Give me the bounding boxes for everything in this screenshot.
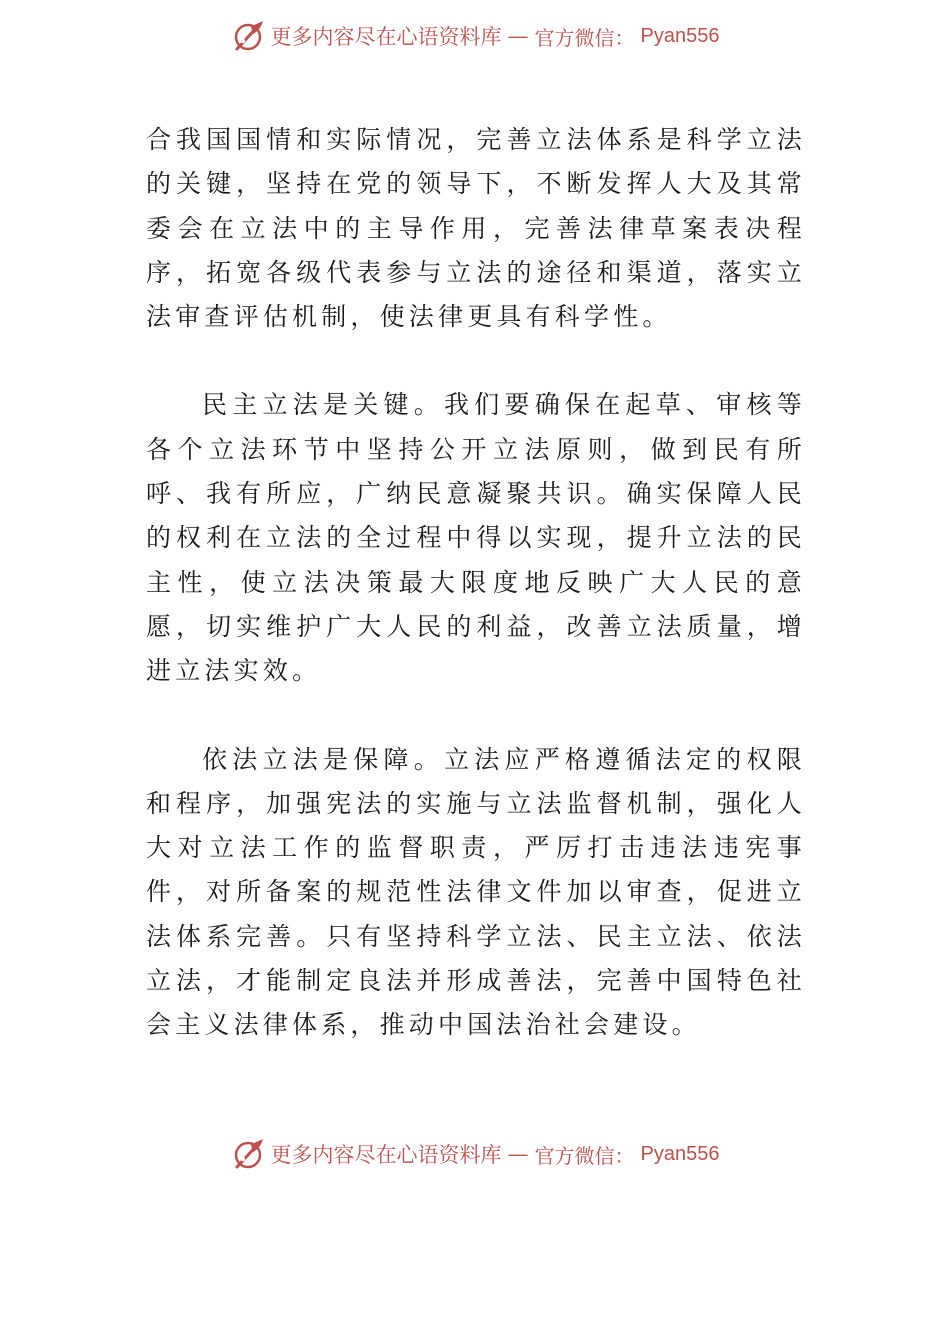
footer-banner	[0, 1134, 950, 1174]
document-body	[146, 118, 806, 1048]
paragraph-3: 依法立法是保障。立法应严格遵循法定的权限和程序，加强宪法的实施与立法监督机制，强化人大对立法工作的监督职责，严厉打击违法违宪事件，对所备案的规范性法律文件加以审查，促进立法体系完善。只有坚持科学立法、民主立法、依法立法，才能制定良法并形成善法，完善中国特色社会主义法律体系，推动中国法治社会建设。	[146, 744, 806, 1040]
quill-pen-logo-icon	[231, 19, 265, 53]
header-dash: —	[507, 24, 529, 48]
header-wechat-id: Pyan556	[640, 24, 720, 47]
footer-site-text: 更多内容尽在心语资料库	[270, 1143, 502, 1167]
paragraph-2: 民主立法是关键。我们要确保在起草、审核等各个立法环节中坚持公开立法原则，做到民有所呼、我有所应，广纳民意凝聚共识。确实保障人民的权利在立法的全过程中得以实现，提升立法的民主性，使立法决策最大限度地反映广大人民的意愿，切实维护广大人民的利益，改善立法质量，增进立法实效。	[146, 390, 806, 686]
footer-wechat-id: Pyan556	[640, 1142, 720, 1165]
header-wechat-label: 官方微信：	[534, 25, 635, 50]
header-banner	[0, 16, 950, 56]
quill-pen-logo-icon	[231, 1137, 265, 1171]
paragraph-1: 合我国国情和实际情况，完善立法体系是科学立法的关键，坚持在党的领导下，不断发挥人大及其常委会在立法中的主导作用，完善法律草案表决程序，拓宽各级代表参与立法的途径和渠道，落实立法审查评估机制，使法律更具有科学性。	[146, 125, 806, 332]
footer-wechat-label: 官方微信：	[534, 1143, 635, 1168]
footer-dash: —	[507, 1142, 529, 1166]
header-site-text: 更多内容尽在心语资料库	[270, 25, 502, 49]
